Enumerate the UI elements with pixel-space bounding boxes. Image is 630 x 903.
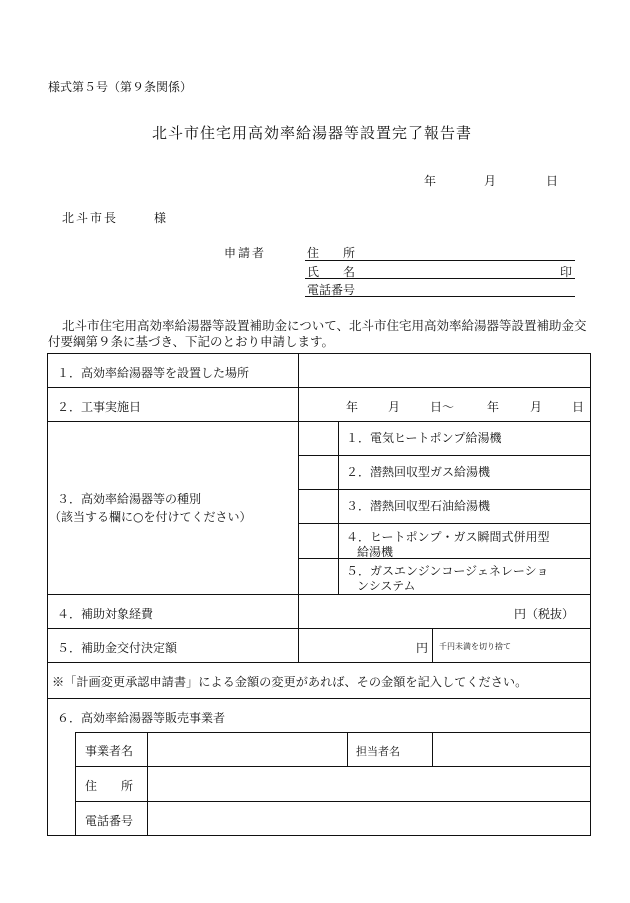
vendor-contact-field[interactable] bbox=[434, 734, 589, 765]
end-year-label: 年 bbox=[487, 400, 500, 414]
install-location-field[interactable] bbox=[300, 355, 589, 386]
date-month-label: 月 bbox=[484, 174, 497, 188]
end-month-label: 月 bbox=[530, 400, 543, 414]
applicant-name-label: 氏 名 bbox=[307, 265, 356, 279]
row1-label: １．高効率給湯器等を設置した場所 bbox=[57, 366, 250, 380]
date-year-label: 年 bbox=[424, 174, 437, 188]
eligible-cost-field[interactable] bbox=[300, 596, 510, 627]
grant-amount-field[interactable] bbox=[300, 630, 410, 661]
type-option-3-mark[interactable] bbox=[300, 491, 337, 522]
grant-amount-unit: 円 bbox=[416, 641, 429, 655]
applicant-address-field[interactable] bbox=[305, 260, 575, 261]
applicant-phone-label: 電話番号 bbox=[307, 283, 356, 297]
row4-label: ４．補助対象経費 bbox=[57, 607, 154, 621]
vendor-phone-field[interactable] bbox=[149, 803, 589, 834]
type-option-5: ５．ガスエンジンコージェネレーショ bbox=[346, 564, 549, 578]
type-option-4-cont: 給湯機 bbox=[357, 545, 394, 559]
vendor-company-field[interactable] bbox=[149, 734, 346, 765]
vendor-phone-label: 電話番号 bbox=[85, 814, 134, 828]
row6-label: ６．高効率給湯器等販売事業者 bbox=[57, 711, 226, 725]
vendor-company-label: 事業者名 bbox=[85, 744, 134, 758]
page-title: 北斗市住宅用高効率給湯器等設置完了報告書 bbox=[152, 124, 473, 142]
vendor-address-field[interactable] bbox=[149, 768, 589, 800]
addressee-name: 北斗市長 bbox=[62, 211, 119, 225]
row3-instruction: （該当する欄に○を付けてください） bbox=[49, 510, 252, 524]
applicant-label: 申請者 bbox=[224, 246, 267, 260]
vendor-address-label: 住 所 bbox=[85, 779, 134, 793]
grant-amount-note: 千円未満を切り捨て bbox=[439, 642, 511, 651]
vendor-contact-label: 担当者名 bbox=[356, 745, 400, 758]
type-option-4-mark[interactable] bbox=[300, 525, 337, 557]
type-option-5-cont: ンシステム bbox=[357, 579, 416, 593]
row5-label: ５．補助金交付決定額 bbox=[57, 641, 178, 655]
applicant-name-field[interactable] bbox=[305, 278, 575, 279]
applicant-address-label: 住 所 bbox=[307, 246, 356, 260]
type-option-1-mark[interactable] bbox=[300, 423, 337, 454]
type-option-3: ３．潜熱回収型石油給湯機 bbox=[346, 499, 491, 513]
end-day-label: 日 bbox=[572, 400, 585, 414]
type-option-1: １．電気ヒートポンプ給湯機 bbox=[346, 431, 502, 445]
amendment-notice: ※「計画変更承認申請書」による金額の変更があれば、その金額を記入してください。 bbox=[52, 675, 528, 689]
type-option-4: ４．ヒートポンプ・ガス瞬間式併用型 bbox=[346, 530, 550, 544]
row2-label: ２．工事実施日 bbox=[57, 400, 142, 414]
addressee-honorific: 様 bbox=[154, 211, 167, 225]
date-day-label: 日 bbox=[546, 174, 559, 188]
start-year-label: 年 bbox=[346, 400, 359, 414]
applicant-phone-field[interactable] bbox=[305, 296, 575, 297]
type-option-5-mark[interactable] bbox=[300, 560, 337, 593]
form-number: 様式第５号（第９条関係） bbox=[48, 80, 193, 94]
type-option-2: ２．潜熱回収型ガス給湯機 bbox=[346, 465, 491, 479]
row3-label: ３．高効率給湯器等の種別 bbox=[57, 492, 202, 506]
start-month-label: 月 bbox=[388, 400, 401, 414]
intro-paragraph: 北斗市住宅用高効率給湯器等設置補助金について、北斗市住宅用高効率給湯器等設置補助金交付要綱第９条に基づき、下記のとおり申請します。 bbox=[48, 318, 587, 349]
start-day-label: 日～ bbox=[430, 400, 455, 414]
seal-mark: 印 bbox=[560, 265, 573, 279]
type-option-2-mark[interactable] bbox=[300, 457, 337, 488]
eligible-cost-unit: 円（税抜） bbox=[514, 607, 575, 621]
